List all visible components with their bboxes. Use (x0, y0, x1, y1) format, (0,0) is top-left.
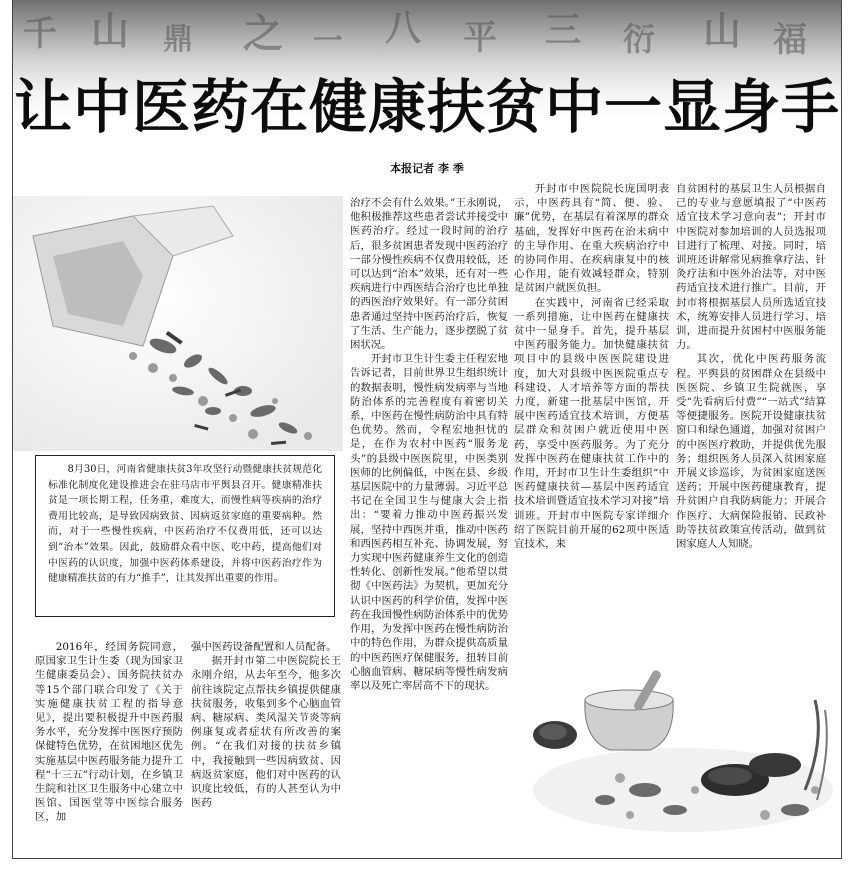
paragraph: 在实践中，河南省已经采取一系列措施，让中医药在健康扶贫中一显身手。首先，提升基层中医药服务能力。加快健康扶贫项目中的县级中医医院建设进度，加大对县级中医医院重点专科建设、人才培养等方面的帮扶力度，新建一批基层中医馆，开展中医药适宜技术培训，方便基层群众和贫困户就近使用中医药，享受中医药服务。为了充分发挥中医药在健康扶贫工作中的作用，开封市卫生计生委组织“中医药健康扶贫—基层中医药适宜技术培训暨适宜技术学习对接”培训班。开封市中医院专家详细介绍了医院目前开展的62项中医适宜技术，来 (514, 296, 669, 551)
paragraph: 2016年，经国务院同意，原国家卫生计生委（现为国家卫生健康委员会）、国务院扶贫办等15个部门联合印发了《关于实施健康扶贫工程的指导意见》，提出要积极提升中医药服务水平，充分发挥中医医疗预防保健特色优势，在贫困地区优先实施基层中医药服务能力提升工程“十三五”行动计划，在乡镇卫生院和社区卫生服务中心建立中医馆、国医堂等中医综合服务区，加 (35, 641, 183, 824)
column-2 (191, 640, 341, 810)
ingredients-illustration (525, 640, 841, 850)
calligraphy-char: 平 (463, 18, 497, 58)
article-summary-box (35, 455, 335, 617)
paragraph: 强中医药设备配置和人员配备。 (191, 641, 337, 653)
calligraphy-char: 山 (91, 8, 130, 53)
calligraphy-char: 千 (23, 14, 57, 54)
calligraphy-char: 八 (385, 7, 422, 49)
paragraph: 治疗不会有什么效果。”王永刚说，他积极推荐这些患者尝试并接受中医药治疗。经过一段时间的治疗后，很多贫困患者发现中医药治疗一部分慢性疾病不仅费用较低，还可以达到“治本”效果，还有对一些疾病进行中西医结合治疗也比单独的西医治疗效果好。有一部分贫困患者通过坚持中医药治疗后，恢复了生活、生产能力，逐步摆脱了贫困状况。 (350, 197, 508, 352)
paragraph: 开封市中医院院长庞国明表示，中医药具有“简、便、验、廉”优势，在基层有着深厚的群众基础，发挥好中医药在治未病中的主导作用、在重大疾病治疗中的协同作用、在疾病康复中的核心作用，能有效减轻群众，特别是贫困户就医负担。 (514, 183, 669, 295)
column-1 (35, 640, 183, 825)
calligraphy-char: 福 (773, 20, 807, 60)
calligraphy-char: 一 (313, 24, 343, 59)
paragraph: 自贫困村的基层卫生人员根据自己的专业与意愿填报了“中医药适宜技术学习意向表”；开封市中医院对参加培训的人员选报项目进行了梳理、对接。同时，培训班还讲解常见病推拿疗法、针灸疗法和中医外治法等，对中医药适宜技术进行推广。目前，开封市将根据基层人员所选适宜技术，统筹安排人员进行学习、培训，进而提升贫困村中医服务能力。 (676, 183, 826, 352)
paragraph: 其次，优化中医药服务流程。平舆县的贫困群众在县级中医医院、乡镇卫生院就医，享受“先看病后付费”“一站式”结算等便捷服务。医院开设健康扶贫窗口和绿色通道，加强对贫困户的中医医疗救助，并提供优先服务；组织医务人员深入贫困家庭开展义诊巡诊，为贫困家庭送医送药；开展中医药健康教育，提升贫困户自我防病能力；开展合作医疗、大病保险报销、民政补助等扶贫政策宣传活动，做到贫困家庭人人知晓。 (676, 353, 826, 551)
herbal-medicine-photo (13, 196, 343, 451)
calligraphy-char: 之 (243, 10, 283, 57)
calligraphy-char: 山 (703, 8, 742, 53)
column-5 (676, 182, 826, 551)
herbs-illustration (13, 196, 343, 451)
paragraph: 开封市卫生计生委主任程宏地告诉记者，目前世界卫生组织统计的数据表明，慢性病发病率与当地防治体系的完善程度有着密切关系，中医药在慢性病防治中具有特色优势。然而，令程宏地担忧的是，在作为农村中医药“服务龙头”的县级中医医院里，中医类别医师的比例偏低，中医在县、乡级基层医院中的力量薄弱。习近平总书记在全国卫生与健康大会上指出：“要着力推动中医药振兴发展，坚持中西医并重，推动中医药和西医药相互补充、协调发展，努力实现中医药健康养生文化的创造性转化、创新性发展。”他希望以贯彻《中医药法》为契机，更加充分认识中医药的科学价值，发挥中医药在我国慢性病防治体系中的优势作用，为发挥中医药在慢性病防治中的特色作用，为群众提供高质量的中医药医疗保健服务，扭转目前心脑血管病、糖尿病等慢性病发病率以及死亡率居高不下的现状。 (350, 353, 508, 692)
chinese-medicine-ingredients-photo (525, 640, 841, 850)
column-3 (350, 196, 508, 693)
newspaper-page (12, 0, 842, 859)
calligraphy-char: 鼎 (163, 22, 193, 57)
paragraph: 据开封市第二中医院院长王永刚介绍，从去年至今，他多次前往该院定点帮扶乡镇提供健康扶贫服务，收集到多个心脑血管病、糖尿病、类风湿关节炎等病例康复或者症状有所改善的案例。“在我们对接的扶贫乡镇中，我接触到一些因病致贫、因病返贫家庭，他们对中医药的认识度比较低，有的人甚至认为中医药 (191, 655, 341, 810)
column-4 (514, 182, 669, 551)
article-headline: 让中医药在健康扶贫中一显身手 (13, 73, 840, 141)
calligraphy-char: 衍 (623, 20, 656, 58)
summary-text: 8月30日，河南省健康扶贫3年攻坚行动暨健康扶贫规范化标准化制度化建设推进会在驻马店市平舆县召开。健康精准扶贫是一项长期工程，任务重，难度大，而慢性病等疾病的治疗费用比较高，是导致因病致贫、因病返贫家庭的重要病种。然而，对于一些慢性疾病，中医药治疗不仅费用低，还可以达到“治本”效果。因此，鼓励群众看中医、吃中药，提高他们对中医药的认识度，加强中医药体系建设，并将中医药治疗作为健康精准扶贫的有力“推手”，让其发挥出重要的作用。 (48, 464, 322, 585)
article-byline: 本报记者 李 季 (390, 162, 464, 175)
calligraphy-char: 三 (545, 9, 582, 51)
